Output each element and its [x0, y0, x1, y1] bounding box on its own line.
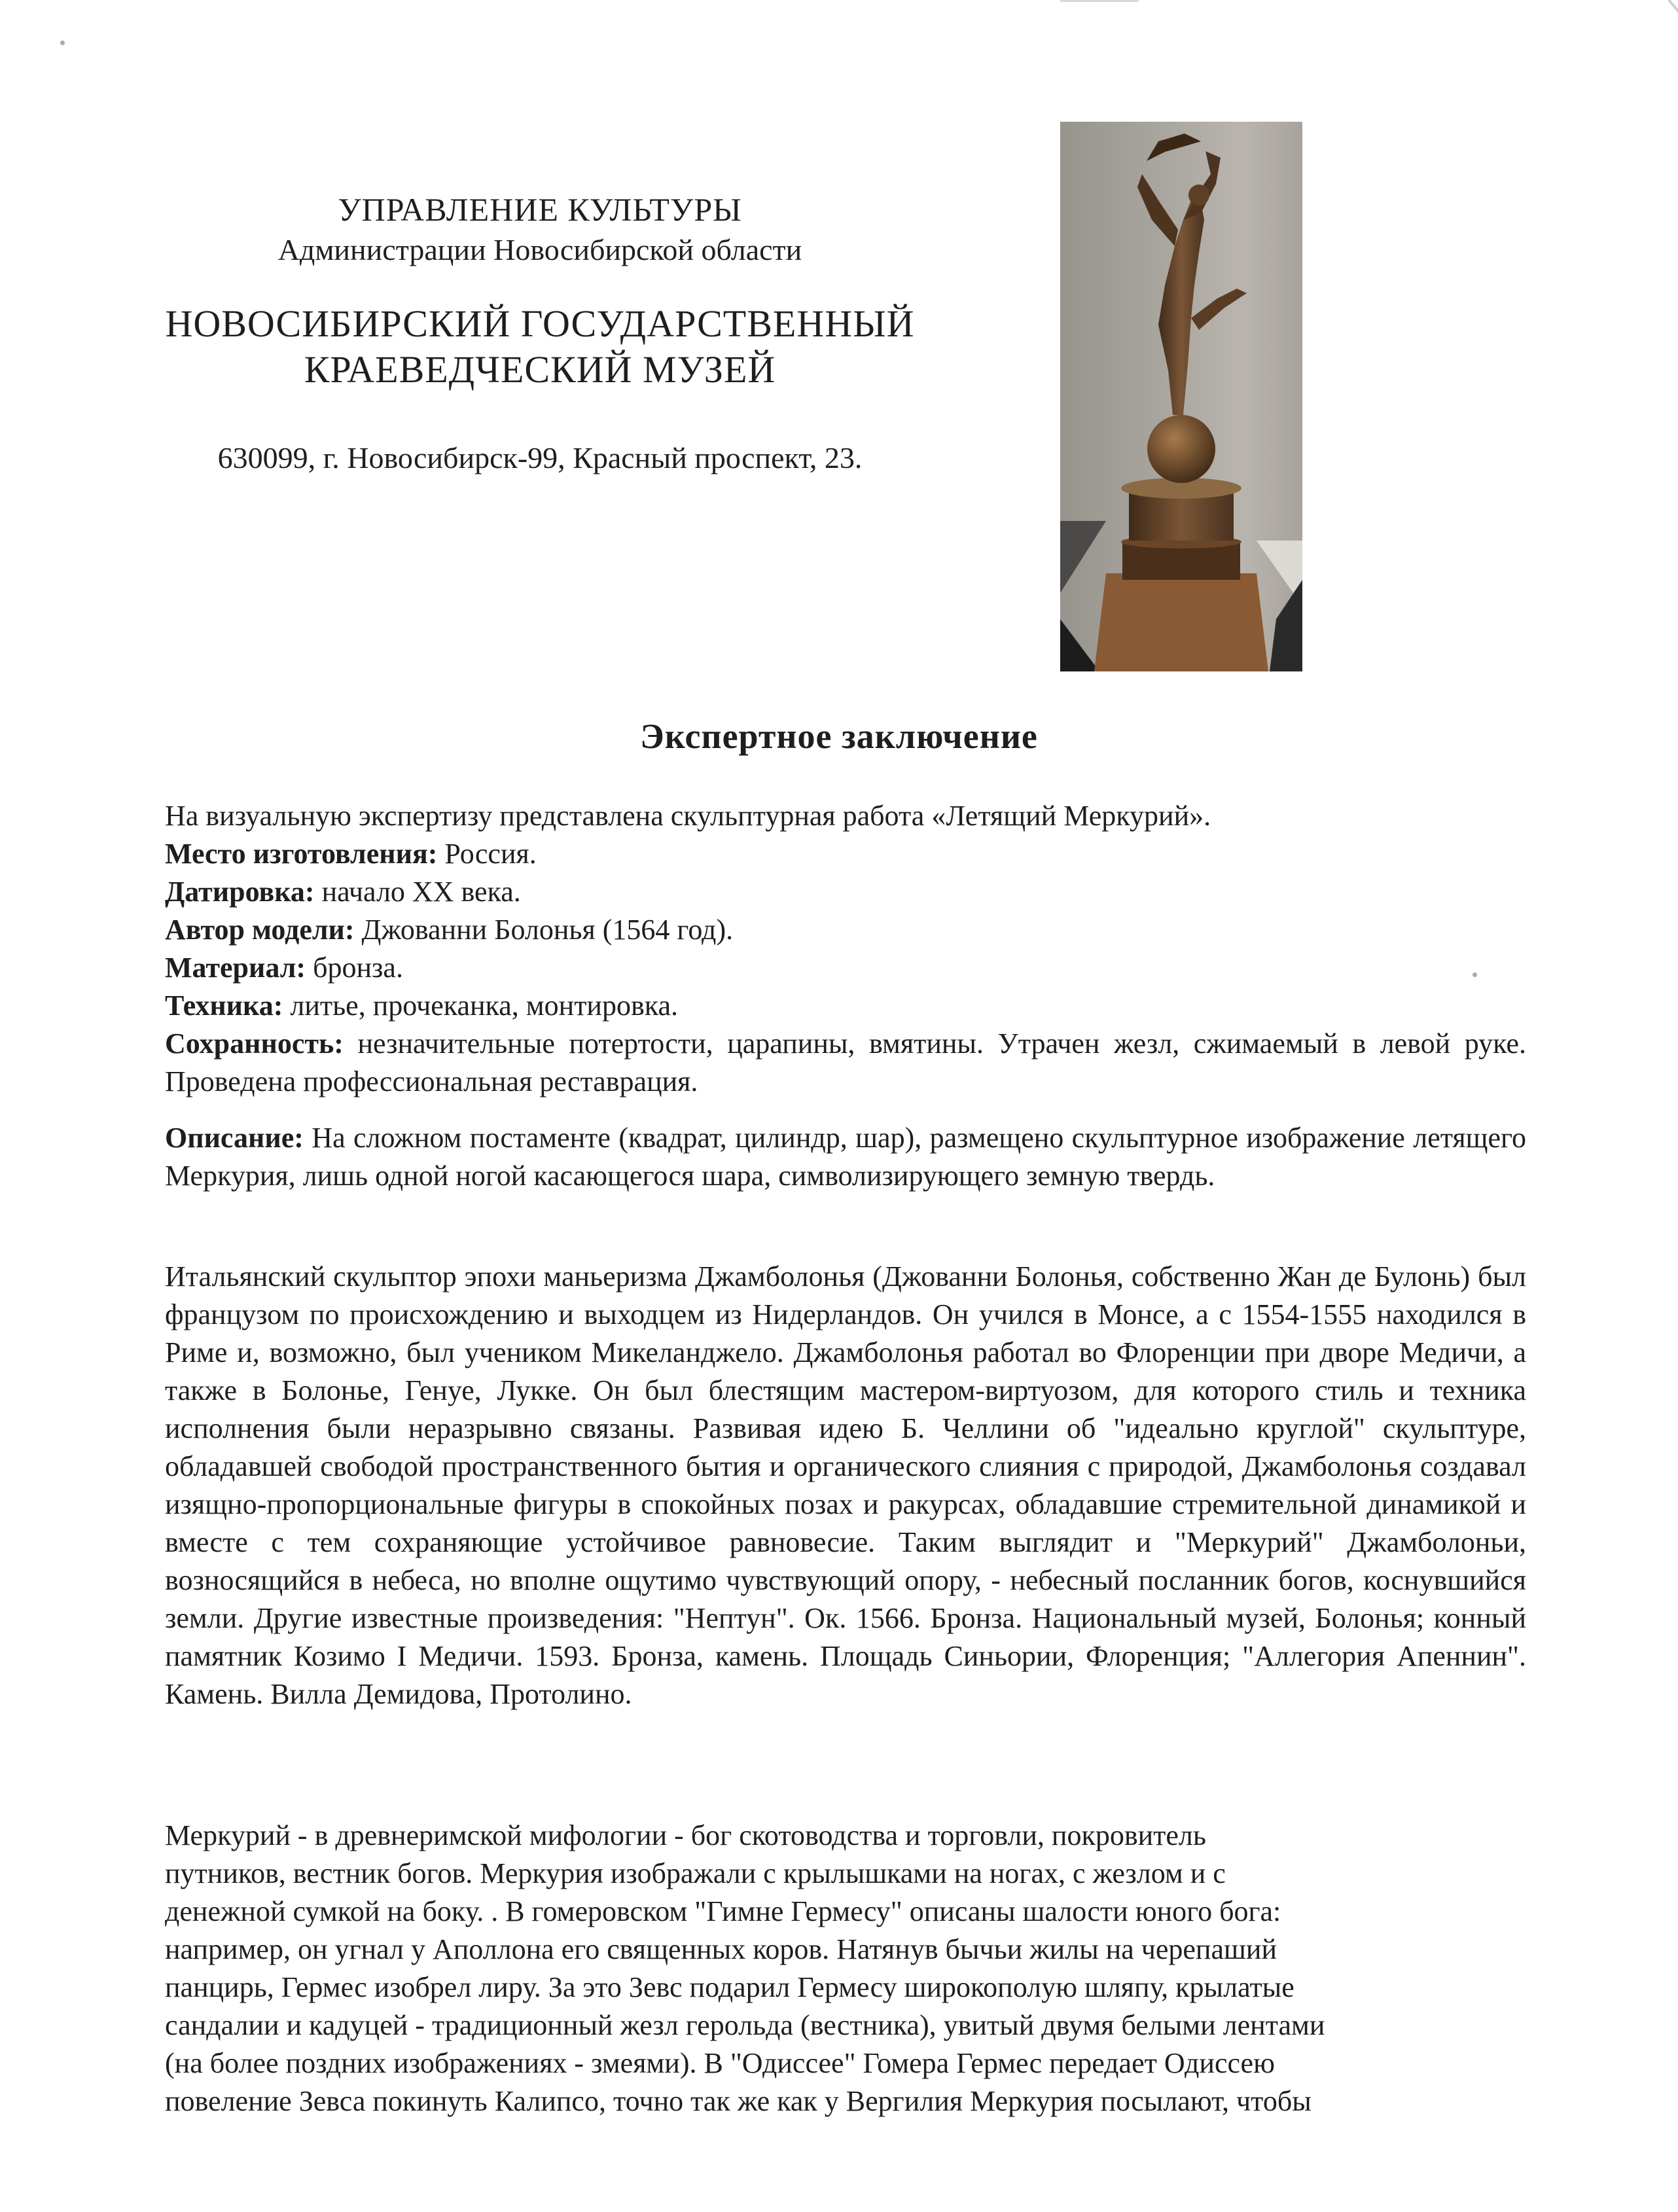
field-value: бронза. [306, 952, 403, 984]
mercury-line: сандалии и кадуцей - традиционный жезл герольда (вестника), увитый двумя белыми лентами [165, 2009, 1325, 2041]
mercury-line: панцирь, Гермес изобрел лиру. За это Зевс подарил Гермесу широкополую шляпу, крылатые [165, 1971, 1294, 2003]
field-label: Место изготовления: [165, 838, 438, 870]
field-label: Автор модели: [165, 914, 355, 946]
museum-name-line: КРАЕВЕДЧЕСКИЙ МУЗЕЙ [304, 348, 776, 391]
expert-details [165, 797, 1526, 1101]
field-value: начало XX века. [314, 876, 521, 908]
flying-mercury-image [1060, 122, 1302, 671]
mercury-line: Меркурий - в древнеримской мифологии - бог скотоводства и торговли, покровитель [165, 1819, 1206, 1851]
description-value: На сложном постаменте (квадрат, цилиндр, шар), размещено скульптурное изображение летящего Меркурия, лишь одной ногой касающегося шара, символизирующего земную твердь. [165, 1122, 1526, 1192]
scan-artifact [1668, 0, 1678, 56]
museum-address: 630099, г. Новосибирск-99, Красный проспект, 23. [217, 441, 863, 474]
scan-artifact [1060, 0, 1139, 2]
mercury-line: повеление Зевса покинуть Калипсо, точно так же как у Вергилия Меркурия посылают, чтобы [165, 2085, 1312, 2117]
intro-line: На визуальную экспертизу представлена скульптурная работа «Летящий Меркурий». [165, 800, 1211, 832]
sculpture-photo [1060, 122, 1302, 671]
field-value: Россия. [437, 838, 537, 870]
mercury-paragraph [165, 1817, 1526, 2120]
sculptor-text: Итальянский скульптор эпохи маньеризма Джамболонья (Джованни Болонья, собственно Жан де Булонь) был французом по происхождению и выходцем из Нидерландов. Он учился в Монсе, а с 1554-1555 находился в Риме и, возможно, был учеником Микеланджело. Джамболонья работал во Флоренции при дворе Медичи, а также в Болонье, Генуе, Лукке. Он был блестящим мастером-виртуозом, для которого стиль и техника исполнения были неразрывно связаны. Развивая идею Б. Челлини об "идеально круглой" скульптуре, обладавшей свободой пространственного бытия и органического слияния с природой, Джамболонья создавал изящно-пропорциональные фигуры в спокойных позах и ракурсах, обладавшие стремительной динамикой и вместе с тем сохраняющие устойчивое равновесие. Таким выглядит и "Меркурий" Джамболоньи, возносящийся в небеса, но вполне ощутимо чувствующий опору, - небесный посланник богов, коснувшийся земли. Другие известные произведения: "Нептун". Ок. 1566. Бронза. Национальный музей, Болонья; конный памятник Козимо I Медичи. 1593. Бронза, камень. Площадь Синьории, Флоренция; "Аллегория Апеннин". Камень. Вилла Демидова, Протолино. [165, 1260, 1526, 1710]
description-paragraph [165, 1119, 1526, 1195]
field-label: Техника: [165, 990, 283, 1022]
letterhead [118, 190, 962, 476]
field-material [165, 949, 1526, 987]
description-label: Описание: [165, 1122, 304, 1154]
museum-name [118, 301, 962, 393]
field-label: Материал: [165, 952, 306, 984]
organization-name: УПРАВЛЕНИЕ КУЛЬТУРЫ [338, 191, 742, 228]
document-title: Экспертное заключение [640, 717, 1038, 756]
field-value: незначительные потертости, царапины, вмятины. Утрачен жезл, сжимаемый в левой руке. Проведена профессиональная реставрация. [165, 1027, 1526, 1097]
field-value: литье, прочеканка, монтировка. [283, 990, 678, 1022]
mercury-line: (на более поздних изображениях - змеями). В "Одиссее" Гомера Гермес передает Одиссею [165, 2047, 1275, 2079]
field-label: Сохранность: [165, 1027, 344, 1060]
mercury-line: путников, вестник богов. Меркурия изображали с крылышками на ногах, с жезлом и с [165, 1857, 1226, 1889]
mercury-line: денежной сумкой на боку. . В гомеровском "Гимне Гермесу" описаны шалости юного бога: [165, 1895, 1281, 1927]
field-value: Джованни Болонья (1564 год). [354, 914, 734, 946]
mercury-line: например, он угнал у Аполлона его священных коров. Натянув бычьи жилы на черепаший [165, 1933, 1277, 1965]
field-place [165, 835, 1526, 873]
sculptor-paragraph [165, 1258, 1526, 1713]
organization-subtitle: Администрации Новосибирской области [277, 233, 802, 266]
description-text [165, 1119, 1526, 1195]
field-label: Датировка: [165, 876, 315, 908]
field-condition [165, 1025, 1526, 1101]
scan-speck [60, 41, 65, 45]
field-dating [165, 873, 1526, 911]
field-technique [165, 987, 1526, 1025]
field-author [165, 911, 1526, 949]
museum-name-line: НОВОСИБИРСКИЙ ГОСУДАРСТВЕННЫЙ [165, 302, 915, 345]
